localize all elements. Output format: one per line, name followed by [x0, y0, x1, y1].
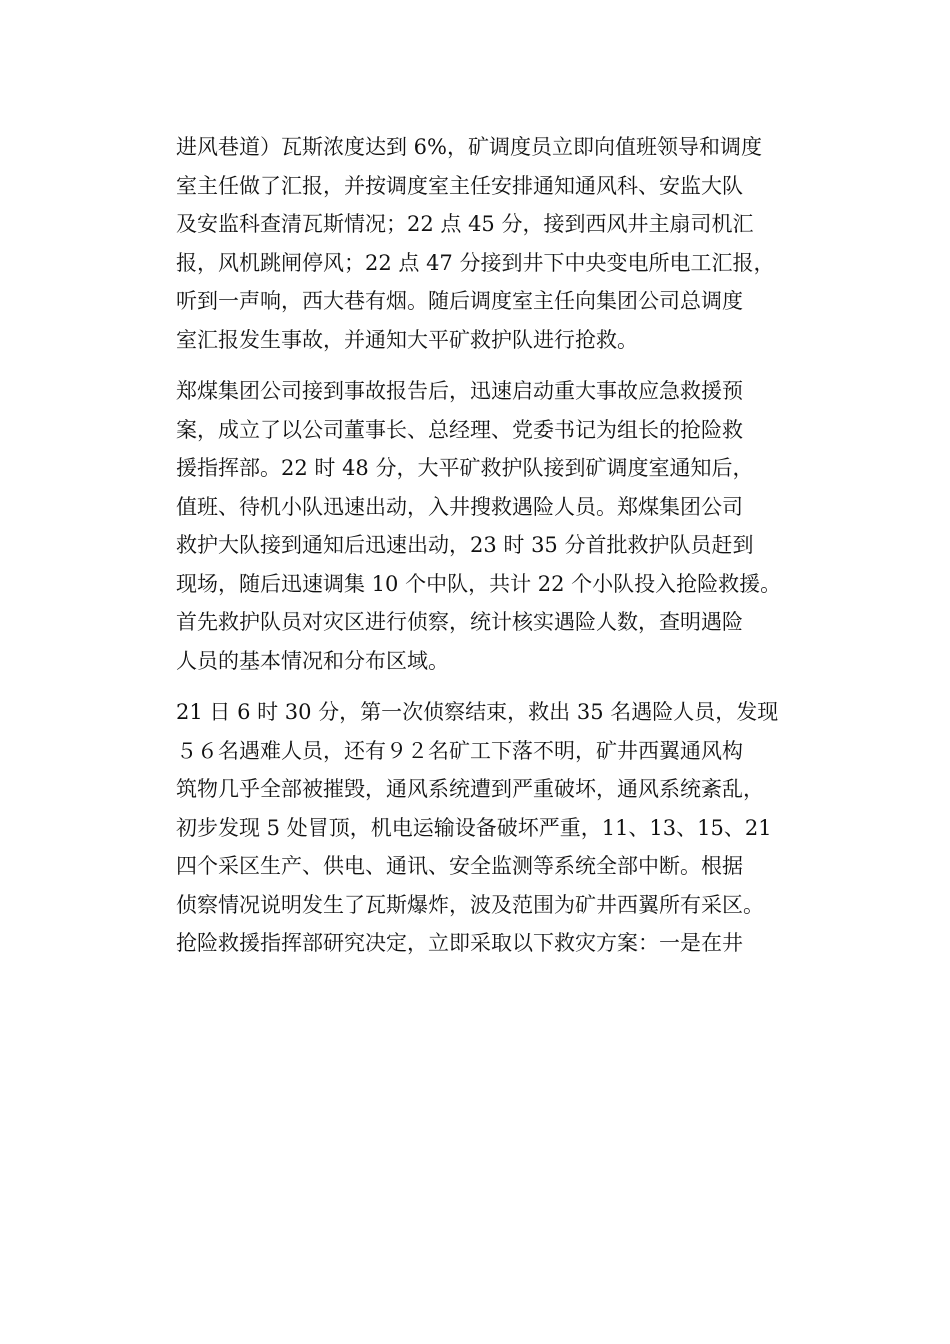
text-line: 21 日 6 时 30 分，第一次侦察结束，救出 35 名遇险人员，发现 [176, 700, 779, 724]
text-line: 抢险救援指挥部研究决定，立即采取以下救灾方案：一是在井 [176, 931, 743, 955]
text-line: 郑煤集团公司接到事故报告后，迅速启动重大事故应急救援预 [176, 379, 743, 403]
paragraph-2 [176, 372, 816, 680]
text-line: 报，风机跳闸停风；22 点 47 分接到井下中央变电所电工汇报， [176, 250, 775, 275]
text-line: 筑物几乎全部被摧毁，通风系统遭到严重破坏，通风系统紊乱， [176, 777, 764, 801]
text-line: 进风巷道）瓦斯浓度达到 6%，矿调度员立即向值班领导和调度 [176, 135, 762, 159]
text-line: 及安监科查清瓦斯情况；22 点 45 分，接到西风井主扇司机汇 [176, 212, 754, 236]
text-line: 听到一声响，西大巷有烟。随后调度室主任向集团公司总调度 [176, 289, 743, 313]
text-line: 首先救护队员对灾区进行侦察，统计核实遇险人数，查明遇险 [176, 610, 743, 634]
text-line: 侦察情况说明发生了瓦斯爆炸，波及范围为矿井西翼所有采区。 [176, 892, 764, 917]
text-line: ５６名遇难人员，还有９２名矿工下落不明，矿井西翼通风构 [176, 738, 743, 763]
text-line: 四个采区生产、供电、通讯、安全监测等系统全部中断。根据 [176, 854, 743, 878]
text-line: 人员的基本情况和分布区域。 [176, 648, 449, 673]
text-line: 室主任做了汇报，并按调度室主任安排通知通风科、安监大队 [176, 173, 743, 198]
text-line: 现场，随后迅速调集 10 个中队，共计 22 个小队投入抢险救援。 [176, 571, 782, 596]
text-line: 室汇报发生事故，并通知大平矿救护队进行抢救。 [176, 327, 638, 352]
paragraph-1 [176, 128, 816, 359]
text-line: 援指挥部。22 时 48 分，大平矿救护队接到矿调度室通知后， [176, 456, 754, 480]
text-line: 救护大队接到通知后迅速出动，23 时 35 分首批救护队员赶到 [176, 533, 754, 557]
document-body [176, 128, 816, 976]
text-line: 值班、待机小队迅速出动，入井搜救遇险人员。郑煤集团公司 [176, 494, 743, 519]
text-line: 初步发现 5 处冒顶，机电运输设备破坏严重，11、13、15、21 [176, 815, 772, 840]
paragraph-3 [176, 693, 816, 963]
text-line: 案，成立了以公司董事长、总经理、党委书记为组长的抢险救 [176, 417, 743, 442]
